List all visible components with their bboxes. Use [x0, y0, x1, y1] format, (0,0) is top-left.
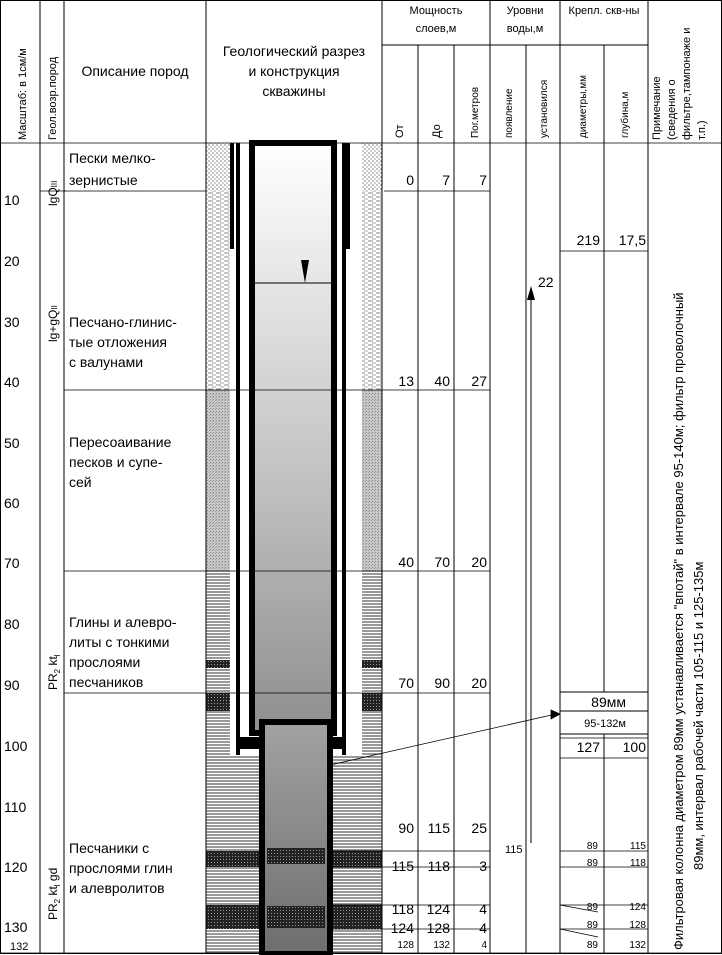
note-line-2: 89мм, интервал рабочей части 105-115 и 125-135м [691, 561, 706, 870]
layer-from: 70 [398, 675, 414, 691]
age-pr2-ktl-gd: $PR_2$ $kt_l$ gd [46, 867, 62, 920]
scale-tick: 90 [4, 677, 20, 693]
rock-descriptions [69, 150, 177, 896]
casing-second-diam: 127 [576, 739, 600, 755]
scale-tick: 20 [4, 253, 20, 269]
age-lgq2: lg+gQII [46, 305, 60, 342]
scale-tick: 50 [4, 435, 20, 451]
header-geo-age: Геол.возр.пород [47, 56, 59, 140]
casing-row-diam: 89 [586, 920, 598, 931]
casing-row-depth: 124 [629, 902, 646, 913]
header-thickness-from: От [394, 124, 406, 138]
water-arrow [527, 286, 535, 843]
layer-len: 4 [479, 901, 487, 917]
scale-tick: 110 [4, 799, 27, 815]
header-scale: Масштаб: в 1см/м [17, 48, 29, 140]
rock-line: сей [69, 474, 92, 490]
rock-line: прослоями [69, 654, 141, 670]
layer-from: 115 [391, 858, 414, 874]
header-description: Описание пород [81, 63, 189, 79]
layer-from: 118 [391, 901, 414, 917]
casing-row-depth: 115 [630, 841, 646, 852]
layer-to: 115 [427, 820, 450, 836]
rock-line: литы с тонкими [69, 634, 170, 650]
header-section-1: Геологический разрез [222, 43, 366, 59]
rock-line: Песчано-глинис- [69, 314, 177, 330]
age-lgq: lgQIII [46, 180, 60, 206]
scale-tick: 70 [4, 555, 20, 571]
header-thickness-len: Пог.метров [470, 86, 481, 138]
header-section-3: скважины [262, 83, 326, 99]
layer-to: 90 [434, 675, 450, 691]
rock-line: тые отложения [69, 334, 167, 350]
rock-line: Пески мелко- [69, 150, 156, 166]
layer-len: 3 [479, 858, 487, 874]
layer-len: 4 [481, 940, 487, 951]
casing-row-diam: 89 [586, 902, 598, 913]
casing-main-diam: 219 [576, 232, 600, 248]
header-water-2: воды,м [506, 23, 544, 35]
scale-tick: 120 [4, 859, 28, 875]
header-note-3: фильтре,тампонаже и [681, 27, 693, 140]
scale-tick: 130 [4, 919, 28, 935]
water-appear-value: 115 [505, 844, 523, 856]
layer-from: 124 [390, 920, 414, 936]
scale-tick: 100 [4, 738, 28, 754]
layer-len: 25 [471, 820, 487, 836]
filter-diam: 89мм [591, 694, 626, 710]
layer-len: 27 [471, 373, 487, 389]
scale-tick: 60 [4, 495, 20, 511]
layer-len: 20 [471, 675, 487, 691]
rock-line: песчаников [69, 674, 144, 690]
layer-to: 124 [426, 901, 450, 917]
scale-ticks [4, 192, 28, 953]
layer-to: 40 [434, 373, 450, 389]
layer-from: 90 [398, 820, 414, 836]
layer-to: 118 [427, 858, 450, 874]
layer-from: 0 [406, 172, 414, 188]
age-pr2-ktl: $PR_2$ $kt_l$ [46, 654, 62, 690]
header-note-1: Примечание [651, 76, 663, 140]
layer-len: 4 [479, 920, 487, 936]
header-water-1: Уровни [506, 5, 544, 17]
casing-values [577, 232, 647, 951]
note-text [671, 292, 706, 950]
rock-line: Глины и алевро- [69, 614, 177, 630]
layer-to: 7 [442, 172, 450, 188]
scale-tick: 40 [4, 374, 20, 390]
rock-line: песков и супе- [69, 454, 163, 470]
header-thickness-to: До [431, 124, 443, 138]
rock-line: зернистые [69, 172, 138, 188]
layer-values [391, 172, 488, 951]
header-water-set: установился [539, 79, 550, 138]
casing-main-depth: 17,5 [618, 232, 646, 248]
layer-from: 128 [397, 940, 414, 951]
layer-from: 13 [398, 373, 414, 389]
header-thickness-2: слоев,м [415, 23, 457, 35]
casing-row-diam: 89 [586, 841, 598, 852]
filter-interval: 95-132м [584, 718, 626, 730]
header-thickness-1: Мощность [409, 5, 463, 17]
layer-from: 40 [398, 554, 414, 570]
header-water-appear: появление [504, 88, 515, 138]
layer-to: 128 [426, 920, 450, 936]
header-casing: Крепл. скв-ны [568, 5, 640, 17]
layer-len: 7 [479, 172, 487, 188]
header-note-4: т.п.) [696, 120, 708, 140]
casing-row-depth: 132 [629, 940, 646, 951]
casing-row-depth: 118 [630, 858, 646, 869]
layer-to: 132 [433, 940, 450, 951]
header-casing-depth: глубина,м [620, 91, 631, 138]
casing-row-diam: 89 [586, 940, 598, 951]
casing-row-depth: 128 [629, 920, 646, 931]
layer-to: 70 [434, 554, 450, 570]
rock-line: с валунами [69, 354, 144, 370]
header-casing-diam: диаметры,мм [578, 75, 589, 138]
casing-row-diam: 89 [586, 858, 598, 869]
header-note-2: (сведения о [666, 79, 678, 140]
header-section-2: и конструкция [248, 63, 340, 79]
casing-second-depth: 100 [622, 739, 646, 755]
layer-len: 20 [471, 554, 487, 570]
scale-tick: 30 [4, 314, 20, 330]
rock-line: Пересоаивание [69, 434, 172, 450]
rock-line: прослоями глин [69, 860, 173, 876]
scale-tick: 80 [4, 616, 20, 632]
water-level-value: 22 [538, 274, 554, 290]
note-line-1: Фильтровая колонна диаметром 89мм устанавливается "впотай" в интервале 95-140м; фильтр проволочный [671, 292, 686, 950]
header-horizontal [81, 5, 639, 99]
rock-line: Песчаники с [69, 840, 150, 856]
rock-line: и алевролитов [69, 880, 165, 896]
scale-tick: 132 [10, 941, 29, 953]
scale-tick: 10 [4, 192, 20, 208]
geo-ages [46, 181, 62, 920]
